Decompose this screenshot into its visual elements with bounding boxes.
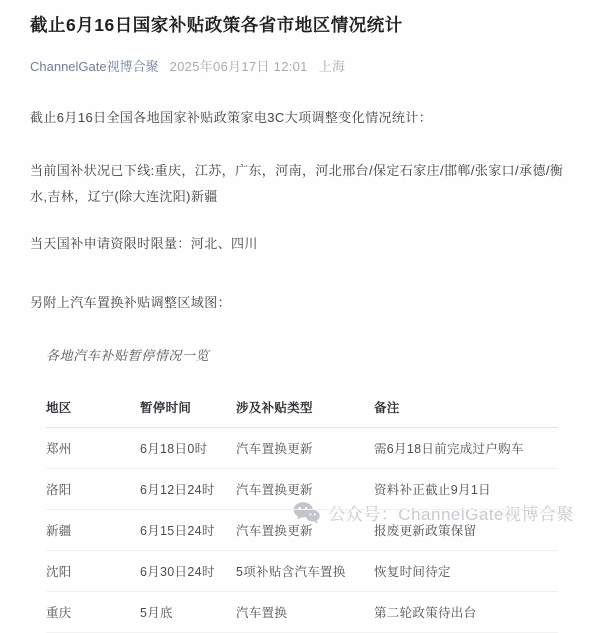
- cell-remark: 报废更新政策保留: [374, 524, 477, 538]
- cell-pause-time: 6月30日24时: [140, 565, 215, 579]
- cell-subsidy-type: 汽车置换更新: [236, 483, 313, 497]
- cell-region: 郑州: [46, 442, 72, 456]
- table-row: [46, 510, 558, 551]
- cell-pause-time: 6月15日24时: [140, 524, 215, 538]
- cell-subsidy-type: 汽车置换: [236, 606, 288, 620]
- page-title: 截止6月16日国家补贴政策各省市地区情况统计: [30, 15, 403, 35]
- cell-remark: 第二轮政策待出台: [374, 606, 477, 620]
- paragraph-offline-regions: 当前国补状况已下线:重庆，江苏，广东，河南，河北邢台/保定石家庄/邯郸/张家口/承德/衡水,吉林，辽宁(除大连沈阳)新疆: [30, 163, 564, 204]
- cell-remark: 恢复时间待定: [374, 565, 451, 579]
- table-header-row: [46, 387, 558, 428]
- watermark-text: 公众号：ChannelGate视博合聚: [328, 505, 574, 524]
- publish-location: 上海: [318, 59, 346, 74]
- col-header-region: 地区: [46, 401, 72, 415]
- col-header-remark: 备注: [374, 401, 400, 415]
- paragraph-limited-regions: 当天国补申请资限时限量：河北、四川: [30, 236, 258, 251]
- cell-region: 沈阳: [46, 565, 72, 579]
- col-header-pause-time: 暂停时间: [140, 401, 192, 415]
- cell-remark: 资料补正截止9月1日: [374, 483, 491, 497]
- cell-remark: 需6月18日前完成过户购车: [374, 442, 524, 456]
- publish-date: 2025年06月17日 12:01: [169, 59, 308, 74]
- table-row: [46, 428, 558, 469]
- table-body: [46, 428, 558, 633]
- paragraph-intro: 截止6月16日全国各地国家补贴政策家电3C大项调整变化情况统计：: [30, 110, 433, 125]
- col-header-subsidy-type: 涉及补贴类型: [236, 401, 313, 415]
- account-name-link[interactable]: ChannelGate视博合聚: [30, 59, 159, 74]
- table-row: [46, 592, 558, 633]
- table-row: [46, 551, 558, 592]
- cell-subsidy-type: 汽车置换更新: [236, 442, 313, 456]
- cell-pause-time: 6月18日0时: [140, 442, 208, 456]
- cell-subsidy-type: 汽车置换更新: [236, 524, 313, 538]
- cell-subsidy-type: 5项补贴含汽车置换: [236, 565, 346, 579]
- paragraph-attachment-note: 另附上汽车置换补贴调整区域图：: [30, 295, 232, 310]
- cell-region: 重庆: [46, 606, 72, 620]
- cell-pause-time: 5月底: [140, 606, 173, 620]
- table-caption: 各地汽车补贴暂停情况一览: [46, 348, 210, 363]
- cell-region: 新疆: [46, 524, 72, 538]
- byline: [30, 56, 572, 75]
- cell-pause-time: 6月12日24时: [140, 483, 215, 497]
- table-row: [46, 469, 558, 510]
- subsidy-table-section: [46, 345, 558, 633]
- cell-region: 洛阳: [46, 483, 72, 497]
- subsidy-table: [46, 387, 558, 633]
